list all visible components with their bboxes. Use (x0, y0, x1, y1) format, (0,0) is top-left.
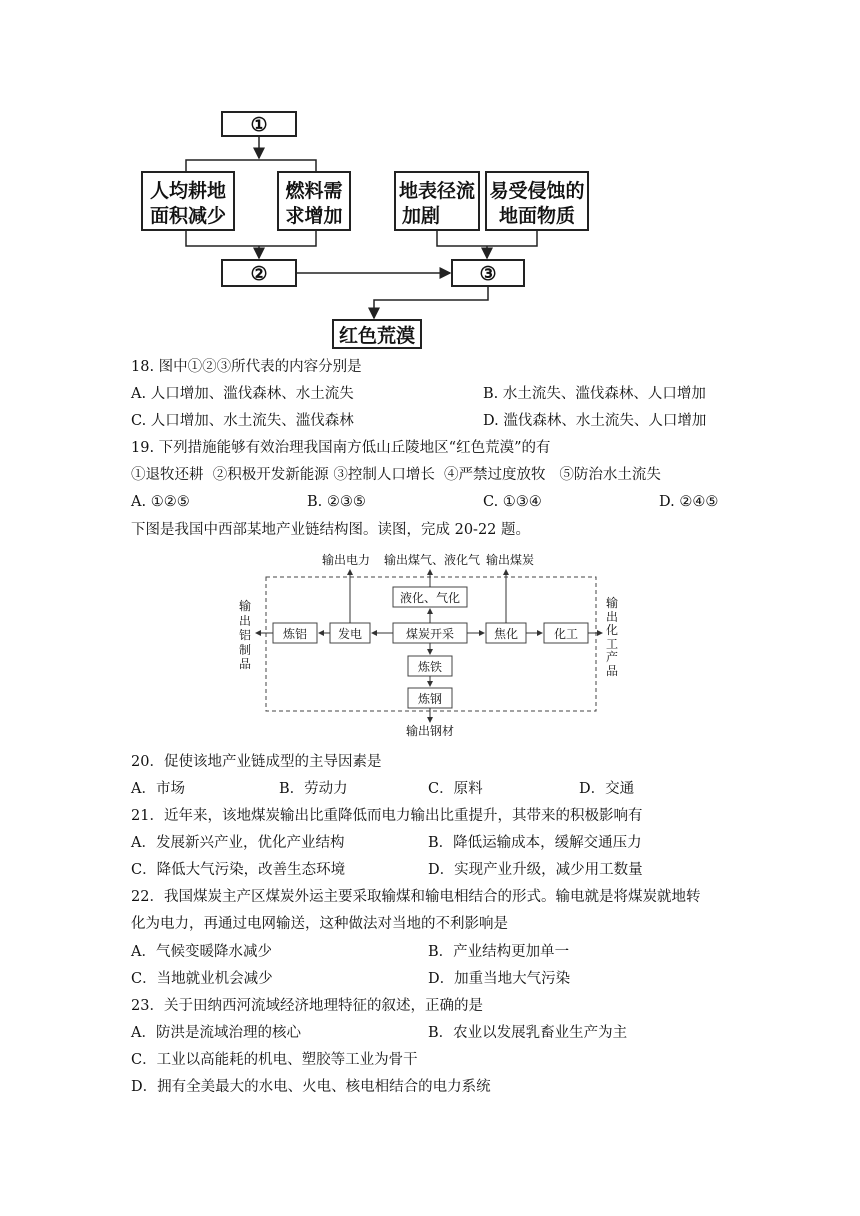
label-iron: 炼铁 (417, 660, 443, 674)
label-power: 发电 (337, 627, 363, 641)
q19-option-a[interactable]: A. ①②⑤ (131, 494, 190, 510)
label-out-gas: 输出煤气、液化气 (383, 553, 481, 567)
label-land-1: 人均耕地 (149, 180, 227, 202)
red-desert-flowchart (0, 0, 860, 360)
label-land-2: 面积减少 (149, 205, 227, 227)
q19-option-b[interactable]: B. ②③⑤ (307, 494, 366, 510)
q21-stem: 21．近年来，该地煤炭输出比重降低而电力输出比重提升，其带来的积极影响有 (131, 808, 643, 824)
q18-stem: 18. 图中①②③所代表的内容分别是 (131, 359, 362, 375)
industry-chain-diagram (0, 548, 860, 748)
label-fuel-1: 燃料需 (285, 180, 343, 202)
label-out-aluminum: 输出铝制品 (239, 599, 252, 671)
label-runoff-1: 地表径流 (398, 180, 476, 202)
label-2: ② (250, 263, 268, 285)
q23-option-d[interactable]: D．拥有全美最大的水电、火电、核电相结合的电力系统 (131, 1079, 491, 1095)
intro-20-22: 下图是我国中西部某地产业链结构图。读图，完成 20-22 题。 (131, 522, 531, 538)
label-chemical: 化工 (553, 627, 579, 641)
label-out-coal: 输出煤炭 (485, 553, 535, 567)
q22-stem-line2: 化为电力，再通过电网输送，这种做法对当地的不利影响是 (131, 916, 508, 932)
q21-option-a[interactable]: A．发展新兴产业，优化产业结构 (131, 835, 345, 851)
q20-stem: 20．促使该地产业链成型的主导因素是 (131, 754, 382, 770)
q22-stem-line1: 22．我国煤炭主产区煤炭外运主要采取输煤和输电相结合的形式。输电就是将煤炭就地转 (131, 889, 701, 905)
label-runoff-2: 加剧 (401, 205, 441, 227)
label-out-chemical: 输出化工产品 (606, 596, 619, 678)
label-coking: 焦化 (493, 627, 519, 641)
label-out-steel: 输出钢材 (405, 724, 455, 738)
q19-option-d[interactable]: D. ②④⑤ (659, 494, 719, 510)
label-3: ③ (479, 263, 497, 285)
q20-option-a[interactable]: A．市场 (131, 781, 185, 797)
q22-option-d[interactable]: D．加重当地大气污染 (428, 971, 571, 987)
label-out-power: 输出电力 (321, 553, 371, 567)
q23-option-c[interactable]: C．工业以高能耗的机电、塑胶等工业为骨干 (131, 1052, 418, 1068)
label-liquefy: 液化、气化 (399, 591, 461, 605)
q18-option-d[interactable]: D. 滥伐森林、水土流失、人口增加 (483, 413, 707, 429)
q20-option-c[interactable]: C．原料 (428, 781, 483, 797)
label-aluminum: 炼铝 (282, 627, 308, 641)
q22-option-c[interactable]: C．当地就业机会减少 (131, 971, 273, 987)
q19-items: ①退牧还耕 ②积极开发新能源 ③控制人口增长 ④严禁过度放牧 ⑤防治水土流失 (131, 467, 661, 483)
label-mining: 煤炭开采 (405, 627, 455, 641)
q21-option-c[interactable]: C．降低大气污染，改善生态环境 (131, 862, 346, 878)
q18-option-a[interactable]: A. 人口增加、滥伐森林、水土流失 (131, 386, 354, 402)
q18-option-b[interactable]: B. 水土流失、滥伐森林、人口增加 (483, 386, 706, 402)
q20-option-b[interactable]: B．劳动力 (279, 781, 348, 797)
q19-option-c[interactable]: C. ①③④ (483, 494, 542, 510)
q21-option-b[interactable]: B．降低运输成本，缓解交通压力 (428, 835, 642, 851)
q20-option-d[interactable]: D．交通 (579, 781, 635, 797)
q22-option-b[interactable]: B．产业结构更加单一 (428, 944, 570, 960)
label-steel: 炼钢 (417, 692, 443, 706)
q19-stem: 19. 下列措施能够有效治理我国南方低山丘陵地区“红色荒漠”的有 (131, 440, 551, 456)
q21-option-d[interactable]: D．实现产业升级，减少用工数量 (428, 862, 643, 878)
label-1: ① (250, 114, 268, 136)
label-erodible-1: 易受侵蚀的 (489, 180, 585, 202)
q23-stem: 23．关于田纳西河流域经济地理特征的叙述，正确的是 (131, 998, 483, 1014)
label-fuel-2: 求增加 (285, 205, 343, 227)
q18-option-c[interactable]: C. 人口增加、水土流失、滥伐森林 (131, 413, 354, 429)
label-erodible-2: 地面物质 (498, 205, 576, 227)
q22-option-a[interactable]: A．气候变暖降水减少 (131, 944, 272, 960)
label-result: 红色荒漠 (338, 325, 416, 347)
q23-option-a[interactable]: A．防洪是流域治理的核心 (131, 1025, 301, 1041)
q23-option-b[interactable]: B．农业以发展乳畜业生产为主 (428, 1025, 628, 1041)
